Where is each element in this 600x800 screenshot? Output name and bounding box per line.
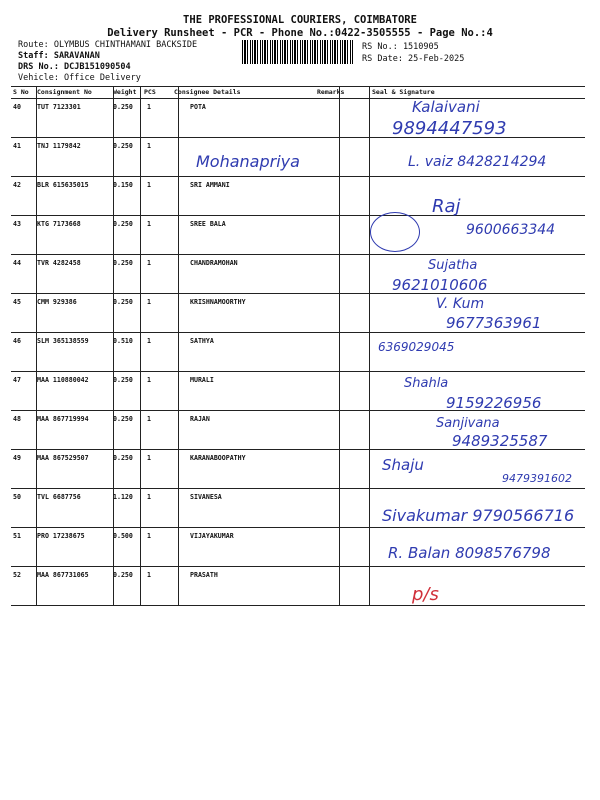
row-divider — [11, 488, 585, 489]
cell-pcs: 1 — [147, 142, 151, 150]
cell-consignment-no: TVR 4282458 — [37, 259, 81, 267]
cell-pcs: 1 — [147, 415, 151, 423]
cell-sno: 46 — [13, 337, 21, 345]
handwritten-circle — [370, 212, 420, 252]
cell-weight: 0.150 — [113, 181, 133, 189]
cell-consignment-no: MAA 867731065 — [37, 571, 89, 579]
table-top-border — [11, 86, 585, 87]
cell-weight: 0.250 — [113, 259, 133, 267]
col-header-sno: S No — [13, 88, 29, 96]
cell-weight: 0.250 — [113, 298, 133, 306]
handwritten-name-phone: Sivakumar 9790566716 — [382, 506, 575, 525]
cell-weight: 0.250 — [113, 454, 133, 462]
row-divider — [11, 371, 585, 372]
col-divider — [339, 86, 340, 606]
cell-consignee: VIJAYAKUMAR — [190, 532, 234, 540]
col-divider — [36, 86, 37, 606]
cell-sno: 50 — [13, 493, 21, 501]
cell-consignment-no: KTG 7173668 — [37, 220, 81, 228]
col-divider — [140, 86, 141, 606]
rs-number: RS No.: 1510905 — [362, 42, 439, 52]
cell-weight: 0.250 — [113, 142, 133, 150]
cell-pcs: 1 — [147, 532, 151, 540]
cell-weight: 0.250 — [113, 571, 133, 579]
handwritten-phone: 9159226956 — [446, 394, 542, 412]
handwritten-name: Mohanapriya — [196, 152, 300, 171]
cell-consignee: POTA — [190, 103, 206, 111]
cell-pcs: 1 — [147, 259, 151, 267]
handwritten-phone: 9489325587 — [452, 432, 548, 450]
col-divider — [178, 86, 179, 606]
cell-consignment-no: MAA 867529507 — [37, 454, 89, 462]
cell-sno: 52 — [13, 571, 21, 579]
cell-consignee: KRISHNAMOORTHY — [190, 298, 246, 306]
cell-consignment-no: TUT 7123301 — [37, 103, 81, 111]
row-divider — [11, 176, 585, 177]
cell-sno: 42 — [13, 181, 21, 189]
cell-consignment-no: TVL 6687756 — [37, 493, 81, 501]
cell-consignee: RAJAN — [190, 415, 210, 423]
handwritten-phone: 9621010606 — [392, 276, 488, 294]
cell-sno: 47 — [13, 376, 21, 384]
cell-sno: 44 — [13, 259, 21, 267]
handwritten-name: Raj — [432, 196, 461, 217]
col-divider — [113, 86, 114, 606]
row-divider — [11, 293, 585, 294]
handwritten-name: Kalaivani — [412, 98, 480, 116]
cell-pcs: 1 — [147, 571, 151, 579]
handwritten-name: Shahla — [404, 376, 449, 391]
cell-consignment-no: TNJ 1179842 — [37, 142, 81, 150]
cell-consignee: PRASATH — [190, 571, 218, 579]
row-divider — [11, 527, 585, 528]
cell-weight: 1.120 — [113, 493, 133, 501]
cell-consignee: SREE BALA — [190, 220, 226, 228]
col-header-pcs: PCS — [144, 88, 156, 96]
cell-consignee: SRI AMMANI — [190, 181, 230, 189]
cell-sno: 41 — [13, 142, 21, 150]
vehicle-text: Vehicle: Office Delivery — [18, 73, 141, 83]
row-divider — [11, 566, 585, 567]
cell-consignee: KARANABOOPATHY — [190, 454, 246, 462]
cell-consignment-no: CMM 929386 — [37, 298, 77, 306]
handwritten-name: V. Kum — [436, 296, 485, 312]
cell-consignment-no: MAA 110880042 — [37, 376, 89, 384]
cell-weight: 0.250 — [113, 415, 133, 423]
cell-weight: 0.500 — [113, 532, 133, 540]
handwritten-name: Sujatha — [428, 258, 478, 273]
cell-weight: 0.250 — [113, 103, 133, 111]
route-text: Route: OLYMBUS CHINTHAMANI BACKSIDE — [18, 40, 198, 50]
handwritten-phone: 9479391602 — [502, 472, 572, 485]
col-header-seal-signature: Seal & Signature — [372, 88, 435, 96]
col-header-weight: Weight — [113, 88, 137, 96]
cell-pcs: 1 — [147, 298, 151, 306]
cell-pcs: 1 — [147, 181, 151, 189]
row-divider — [11, 332, 585, 333]
cell-sno: 51 — [13, 532, 21, 540]
cell-pcs: 1 — [147, 493, 151, 501]
staff-text: Staff: SARAVANAN — [18, 51, 100, 61]
handwritten-name: Sanjivana — [436, 416, 500, 431]
handwritten-phone: 6369029045 — [378, 340, 455, 354]
barcode — [242, 40, 354, 64]
cell-consignment-no: PRO 17238675 — [37, 532, 85, 540]
handwritten-phone: 9894447593 — [392, 118, 507, 139]
cell-consignment-no: SLM 365138559 — [37, 337, 89, 345]
cell-pcs: 1 — [147, 337, 151, 345]
cell-sno: 45 — [13, 298, 21, 306]
cell-sno: 49 — [13, 454, 21, 462]
cell-consignee: MURALI — [190, 376, 214, 384]
handwritten-phone: 9600663344 — [466, 222, 556, 238]
cell-sno: 40 — [13, 103, 21, 111]
col-header-remarks: Remarks — [317, 88, 345, 96]
rs-date: RS Date: 25-Feb-2025 — [362, 54, 465, 64]
row-divider — [11, 605, 585, 606]
cell-sno: 43 — [13, 220, 21, 228]
cell-consignment-no: MAA 867719994 — [37, 415, 89, 423]
header-bottom-border — [11, 98, 585, 99]
cell-consignee: CHANDRAMOHAN — [190, 259, 238, 267]
cell-sno: 48 — [13, 415, 21, 423]
col-header-consignment: Consignment No — [37, 88, 92, 96]
cell-consignment-no: BLR 615635015 — [37, 181, 89, 189]
cell-weight: 0.250 — [113, 220, 133, 228]
row-divider — [11, 254, 585, 255]
runsheet-title: Delivery Runsheet - PCR - Phone No.:0422-3505555 - Page No.:4 — [107, 27, 493, 39]
handwritten-mark: p/s — [412, 584, 439, 605]
cell-pcs: 1 — [147, 103, 151, 111]
col-header-consignee: Consignee Details — [174, 88, 241, 96]
handwritten-phone: 9677363961 — [446, 314, 542, 332]
cell-pcs: 1 — [147, 376, 151, 384]
cell-weight: 0.250 — [113, 376, 133, 384]
company-title: THE PROFESSIONAL COURIERS, COIMBATORE — [183, 14, 417, 26]
row-divider — [11, 215, 585, 216]
col-divider — [369, 86, 370, 606]
drs-number: DRS No.: DCJB151090504 — [18, 62, 131, 72]
handwritten-name-phone: L. vaiz 8428214294 — [408, 154, 547, 170]
cell-consignee: SATHYA — [190, 337, 214, 345]
cell-pcs: 1 — [147, 220, 151, 228]
handwritten-name: Shaju — [382, 456, 424, 474]
handwritten-name-phone: R. Balan 8098576798 — [388, 544, 551, 562]
cell-weight: 0.510 — [113, 337, 133, 345]
cell-consignee: SIVANESA — [190, 493, 222, 501]
cell-pcs: 1 — [147, 454, 151, 462]
